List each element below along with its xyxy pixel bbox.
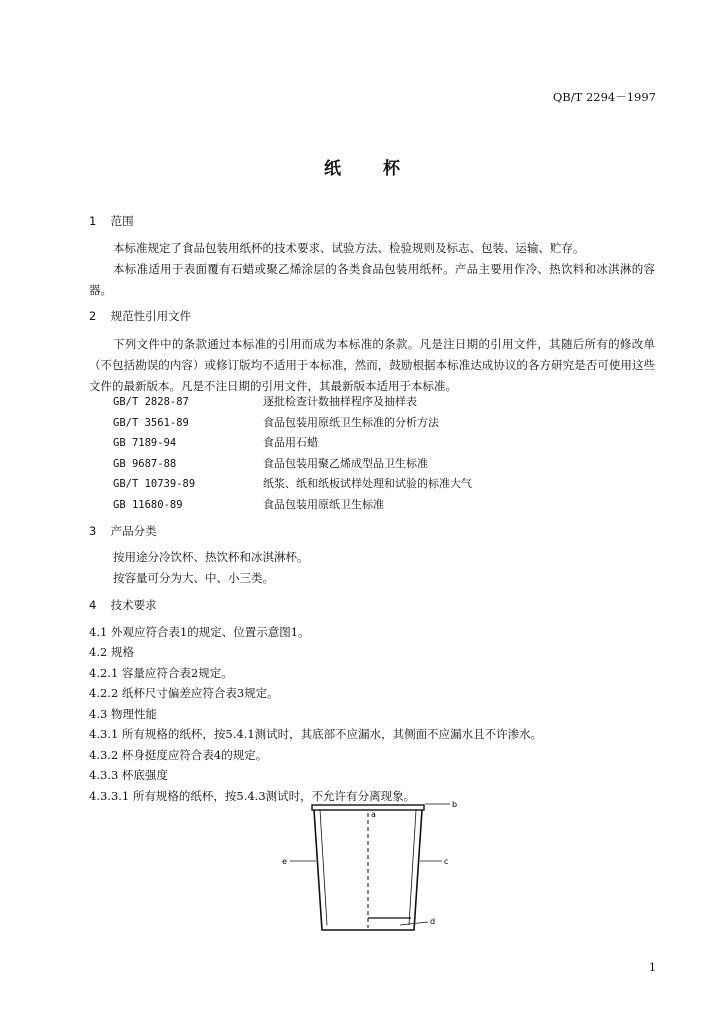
paragraph: 本标准适用于表面覆有石蜡或聚乙烯涂层的各类食品包装用纸杯。产品主要用作冷、热饮料和冰淇淋的容器。 <box>89 262 655 297</box>
standard-code: QB/T 2294－1997 <box>552 90 656 104</box>
label-c: c <box>444 857 449 866</box>
section-number: 2 <box>89 309 97 323</box>
label-d: d <box>430 917 436 926</box>
section-1-heading <box>89 213 134 229</box>
section-number: 3 <box>89 524 97 538</box>
section-3-heading <box>89 523 157 539</box>
clause-line: 4.3.3 杯底强度 <box>89 768 168 782</box>
section-number: 4 <box>89 598 97 612</box>
section-title: 规范性引用文件 <box>110 309 192 323</box>
reference-title: 逐批检查计数抽样程序及抽样表 <box>263 395 417 408</box>
label-a: a <box>371 810 376 819</box>
reference-row <box>113 434 318 450</box>
document-title: 纸 杯 <box>324 159 418 179</box>
paragraph: 本标准规定了食品包装用纸杯的技术要求、试验方法、检验规则及标志、包装、运输、贮存。 <box>113 241 585 255</box>
section-title: 范围 <box>110 214 134 228</box>
reference-code: GB/T 10739-89 <box>113 478 196 490</box>
clause-line: 4.3.1 所有规格的纸杯，按5.4.1测试时，其底部不应漏水，其侧面不应漏水且不许渗水。 <box>89 727 543 741</box>
section-title: 产品分类 <box>110 524 157 538</box>
reference-title: 纸浆、纸和纸板试样处理和试验的标准大气 <box>263 477 472 490</box>
clause-line: 4.3 物理性能 <box>89 707 157 721</box>
reference-row <box>113 496 384 512</box>
section-2-heading <box>89 308 191 324</box>
clause-line: 4.2.2 纸杯尺寸偏差应符合表3规定。 <box>89 686 279 700</box>
section-number: 1 <box>89 214 97 228</box>
text-line: 按用途分冷饮杯、热饮杯和冰淇淋杯。 <box>113 550 309 564</box>
reference-code: GB 11680-89 <box>113 499 183 511</box>
clause-line: 4.2.1 容量应符合表2规定。 <box>89 666 233 680</box>
label-b: b <box>452 800 458 809</box>
reference-code: GB/T 2828-87 <box>113 396 189 408</box>
reference-row <box>113 414 439 430</box>
reference-title: 食品用石蜡 <box>263 436 318 449</box>
cup-rim <box>312 805 424 810</box>
clause-line: 4.3.3.1 所有规格的纸杯，按5.4.3测试时，不允许有分离现象。 <box>89 789 416 803</box>
reference-row <box>113 393 417 409</box>
clause-line: 4.2 规格 <box>89 645 134 659</box>
label-e: e <box>282 857 287 866</box>
clause-line: 4.3.2 杯身挺度应符合表4的规定。 <box>89 748 268 762</box>
text-line: 按容量可分为大、中、小三类。 <box>113 571 274 585</box>
clause-line: 4.1 外观应符合表1的规定、位置示意图1。 <box>89 625 310 639</box>
reference-title: 食品包装用原纸卫生标准的分析方法 <box>263 416 439 429</box>
reference-row <box>113 455 428 471</box>
section-title: 技术要求 <box>110 598 157 612</box>
paragraph: 下列文件中的条款通过本标准的引用而成为本标准的条款。凡是注日期的引用文件，其随后所有的修改单（不包括勘误的内容）或修订版均不适用于本标准，然而，鼓励根据本标准达成协议的各方研究是否可使用这些文件的最新版本。凡是不注日期的引用文件，其最新版本适用于本标准。 <box>89 337 655 393</box>
reference-code: GB/T 3561-89 <box>113 417 189 429</box>
paper-cup-diagram <box>270 795 470 945</box>
page-number: 1 <box>649 961 656 974</box>
section-4-heading <box>89 597 157 613</box>
reference-title: 食品包装用聚乙烯成型品卫生标准 <box>263 457 428 470</box>
reference-code: GB 9687-88 <box>113 458 177 470</box>
reference-code: GB 7189-94 <box>113 437 177 449</box>
reference-title: 食品包装用原纸卫生标准 <box>263 498 384 511</box>
reference-row <box>113 475 472 491</box>
